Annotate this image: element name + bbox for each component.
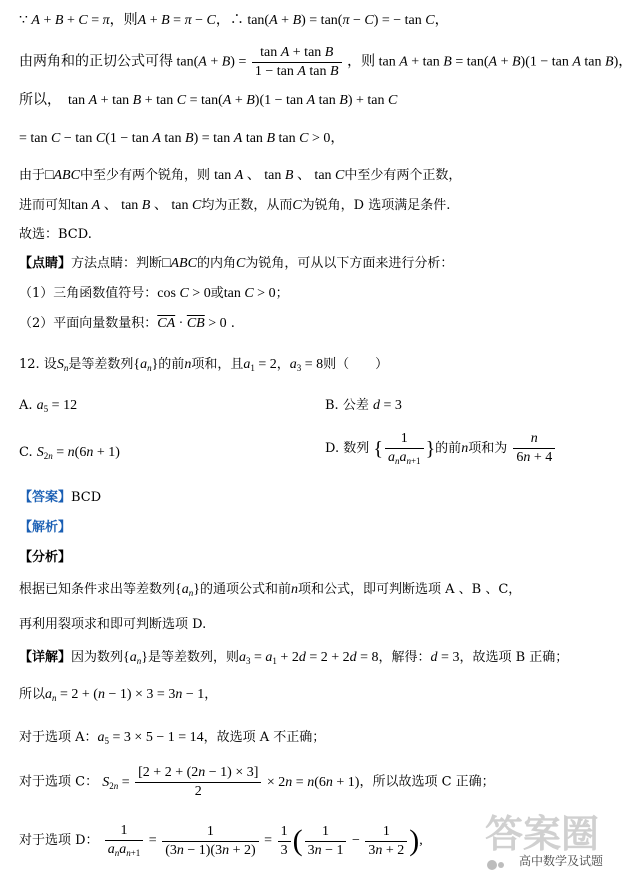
question-12: 12. 设$S_n$是等差数列$\{a_n\}$的前n项和，且$a_1 = 2$，$a_3 = 8$则（ ）	[19, 357, 389, 373]
line-3: 所以， tan A + tan B + tan C = tan(A + B)(1 − tan A tan B) + tan C	[19, 93, 398, 108]
fenxi-tag: 【分析】	[19, 550, 72, 565]
line-9: （1）三角函数值符号：cos C > 0或tan C > 0；	[19, 286, 289, 301]
watermark-caption: 高中数学及试题	[519, 854, 604, 868]
svg-text:答案圈: 答案圈	[485, 812, 600, 856]
line-1: ∵ A + B + C = π，则A + B = π − C，∴ tan(A + B) = tan(π − C) = − tan C，	[19, 13, 449, 28]
check-a-line: 对于选项 A：$a_5 = 3 \times 5 - 1 = 14$，故选项 A 不正确；	[19, 730, 326, 746]
line-5: 由于□ABC中至少有两个锐角，则 tan A 、 tan B 、 tan C中至少有两个正数，	[19, 168, 462, 183]
answer-line: 【答案】BCD	[19, 490, 102, 505]
fenxi-line-2: 再利用裂项求和即可判断选项 D.	[19, 617, 207, 632]
tan-sum-fraction: $\frac{\text{tan A + tan B}}{\text{1 − tan A tan B}}$	[252, 46, 342, 79]
watermark	[465, 805, 635, 875]
line-8: 【点睛】方法点睛：判断□ABC的内角C为锐角，可从以下方面来进行分析：	[19, 256, 454, 271]
fenxi-line-1: 根据已知条件求出等差数列$\{a_n\}$的通项公式和前n项和公式，即可判断选项 A 、B 、C，	[19, 582, 522, 598]
check-d-line: 对于选项 D： $\frac{1}{a_na_{n+1}}$ = $\frac{1}{(3n - 1)(3n + 2)}$ = $\frac{1}{3}$ ( $\frac{1}{3n - 1}$ − $\frac{1}{3n + 2}$ ),	[19, 823, 423, 858]
an-formula-line: 所以$a_n = 2 + (n - 1) \times 3 = 3n - 1$，	[19, 687, 218, 703]
line-10: （2）平面向量数量积：$\overline{CA} \cdot \overline{CB} > 0$ .	[19, 316, 235, 331]
line-4: = tan C − tan C(1 − tan A tan B) = tan A tan B tan C > 0，	[19, 131, 345, 146]
option-b: B. 公差 d = 3	[325, 398, 402, 413]
option-a: A. $a_5 = 12$	[19, 398, 78, 414]
analysis-tag: 【解析】	[19, 520, 72, 535]
option-d: D. 数列 { $\frac{1}{a_na_{n+1}}$ }的前n项和为 $\frac{n}{6n + 4}$	[325, 432, 557, 466]
line-2: 由两角和的正切公式可得 tan(A + B) = $\frac{\text{tan A + tan B}}{\text{1 − tan A tan B}}$ ，则 tan A + tan B = tan(A + B)(1 − tan A tan B)，	[19, 45, 633, 79]
line-6: 进而可知tan A 、 tan B 、 tan C均为正数，从而C为锐角，D 选项满足条件.	[19, 198, 451, 213]
detail-line: 【详解】因为数列$\{a_n\}$是等差数列，则$a_3 = a_1 + 2d = 2 + 2d = 8$，解得：d = 3，故选项 B 正确；	[19, 650, 569, 666]
line-7: 故选：BCD.	[19, 227, 92, 242]
check-c-line: 对于选项 C： $S_{2n}$ = $\frac{[2 + 2 + (2n - 1) \times 3]}{2}$ × 2n = n(6n + 1)，所以故选项 C 正确；	[19, 765, 495, 799]
option-c: C. $S_{2n} = n(6n + 1)$	[19, 445, 120, 461]
